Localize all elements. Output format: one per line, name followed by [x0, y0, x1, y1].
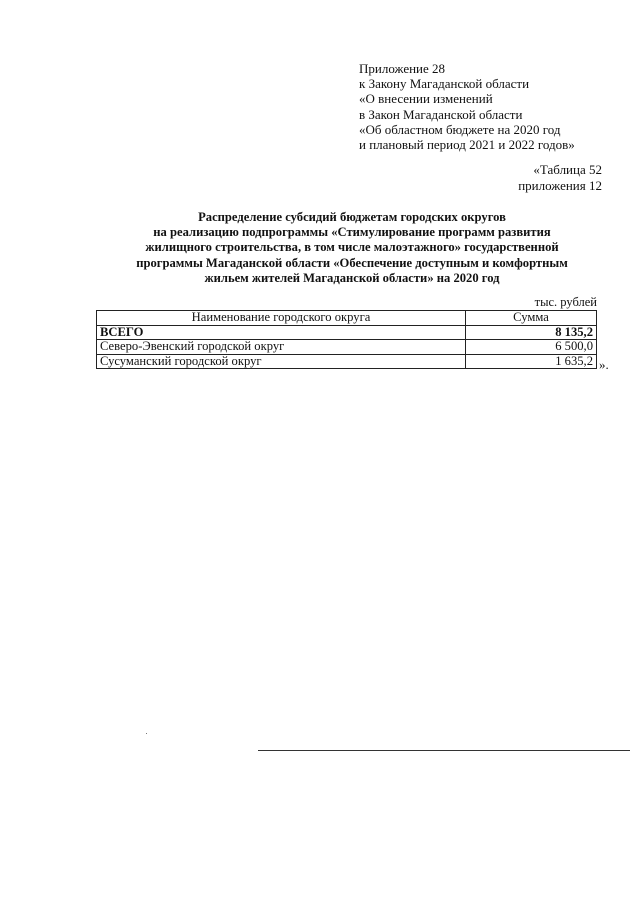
title-line: на реализацию подпрограммы «Стимулирование программ развития	[153, 225, 551, 240]
title-line: жильем жителей Магаданской области» на 2020 год	[204, 270, 500, 285]
column-header-sum: Сумма	[466, 311, 597, 326]
district-sum: 1 635,2	[466, 354, 597, 369]
horizontal-rule	[258, 750, 630, 751]
table-row	[97, 354, 597, 369]
district-name: Сусуманский городской округ	[97, 354, 466, 369]
table-row-total	[97, 325, 597, 340]
units-label: тыс. рублей	[534, 295, 597, 309]
table-reference	[518, 162, 602, 193]
document-title	[90, 210, 614, 286]
district-sum: 6 500,0	[466, 340, 597, 355]
column-header-name: Наименование городского округа	[97, 311, 466, 326]
header-line: и плановый период 2021 и 2022 годов»	[359, 137, 575, 153]
header-line: в Закон Магаданской области	[359, 106, 523, 122]
subsidy-table	[96, 310, 597, 369]
table-row	[97, 340, 597, 355]
scan-speck	[146, 733, 147, 734]
table-ref-line: «Таблица 52	[533, 162, 602, 177]
closing-quote-mark: ».	[599, 357, 609, 372]
header-line: «Об областном бюджете на 2020 год	[359, 121, 561, 137]
title-line: программы Магаданской области «Обеспечение доступным и комфортным	[136, 255, 568, 270]
district-name: Северо-Эвенский городской округ	[97, 340, 466, 355]
total-label: ВСЕГО	[97, 325, 466, 340]
title-line: Распределение субсидий бюджетам городских округов	[198, 210, 506, 224]
table-ref-line: приложения 12	[518, 177, 602, 193]
header-line: к Закону Магаданской области	[359, 76, 530, 92]
header-line: Приложение 28	[359, 61, 446, 76]
header-line: «О внесении изменений	[359, 91, 493, 107]
table-header-row	[97, 311, 597, 326]
title-line: жилищного строительства, в том числе малоэтажного» государственной	[145, 240, 559, 255]
appendix-header	[359, 61, 629, 152]
total-sum: 8 135,2	[466, 325, 597, 340]
